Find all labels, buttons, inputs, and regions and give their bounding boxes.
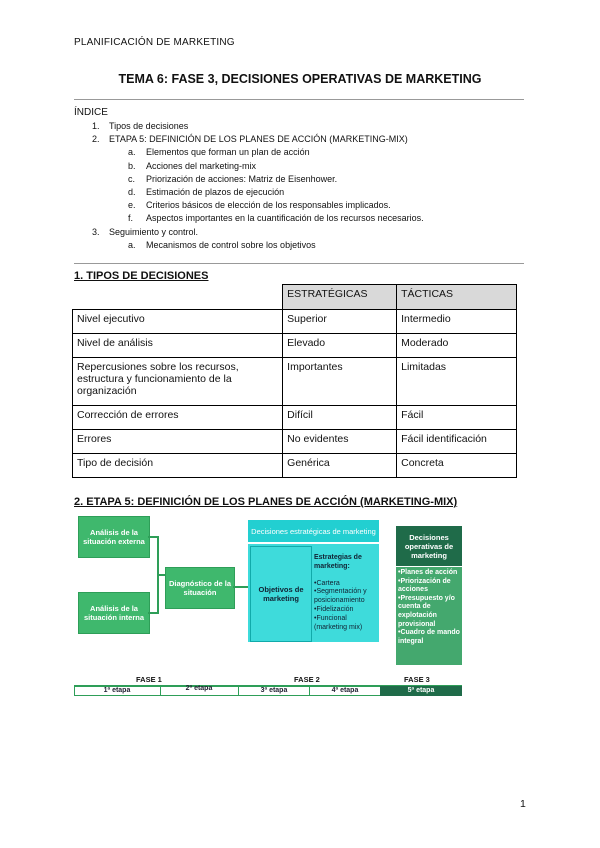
section-2-title: 2. ETAPA 5: DEFINICIÓN DE LOS PLANES DE ACCIÓN (MARKETING-MIX) bbox=[74, 496, 458, 508]
divider bbox=[74, 263, 524, 264]
table-cell: Tipo de decisión bbox=[73, 454, 283, 478]
table-cell: Nivel de análisis bbox=[73, 334, 283, 358]
table-cell: Errores bbox=[73, 430, 283, 454]
stage-3: 3ª etapa bbox=[260, 687, 288, 694]
table-row bbox=[73, 454, 517, 478]
planning-diagram bbox=[74, 514, 466, 728]
strategy-item: •Segmentación y posicionamiento bbox=[314, 588, 367, 605]
toc-subitem: a. Mecanismos de control sobre los objetivos bbox=[128, 239, 316, 250]
operative-item: •Cuadro de mando integral bbox=[398, 629, 460, 645]
table-header-tacticas: TÁCTICAS bbox=[397, 285, 517, 310]
table-cell: Elevado bbox=[283, 334, 397, 358]
strategy-item: •Fidelización bbox=[314, 605, 354, 613]
stage-2: 2ª etapa bbox=[185, 685, 213, 692]
strategies-title: Estrategias de marketing: bbox=[314, 554, 362, 570]
page-title: TEMA 6: FASE 3, DECISIONES OPERATIVAS DE MARKETING bbox=[118, 72, 482, 86]
table-header-empty bbox=[73, 285, 283, 310]
table-row bbox=[73, 430, 517, 454]
table-cell: Concreta bbox=[397, 454, 517, 478]
table-header-row bbox=[73, 285, 517, 310]
table-row bbox=[73, 358, 517, 406]
table-cell: Limitadas bbox=[397, 358, 517, 406]
phase-1-label: FASE 1 bbox=[136, 675, 162, 684]
table-cell: Importantes bbox=[283, 358, 397, 406]
toc-subitem: b. Acciones del marketing-mix bbox=[128, 160, 257, 171]
operative-item: •Priorización de acciones bbox=[398, 577, 451, 594]
internal-analysis-box: Análisis de la situación interna bbox=[78, 592, 150, 634]
table-of-contents bbox=[74, 120, 424, 252]
table-cell: Fácil identificación bbox=[397, 430, 517, 454]
table-header-estrategicas: ESTRATÉGICAS bbox=[283, 285, 397, 310]
table-cell: Fácil bbox=[397, 406, 517, 430]
table-cell: Superior bbox=[283, 310, 397, 334]
table-cell: Repercusiones sobre los recursos, estructura y funcionamiento de la organización bbox=[73, 358, 283, 406]
strategy-item: •Funcional (marketing mix) bbox=[314, 614, 363, 631]
table-row bbox=[73, 406, 517, 430]
decisions-table bbox=[72, 284, 517, 478]
toc-subitem: e. Criterios básicos de elección de los responsables implicados. bbox=[128, 200, 391, 211]
toc-subitem: a. Elementos que forman un plan de acción bbox=[128, 147, 310, 158]
strategy-item: •Cartera bbox=[314, 579, 340, 587]
diagnosis-box: Diagnóstico de la situación bbox=[165, 567, 235, 609]
operative-list bbox=[396, 567, 462, 665]
operative-item: •Presupuesto y/o cuenta de explotación provisional bbox=[398, 594, 455, 628]
objectives-box: Objetivos de marketing bbox=[250, 546, 312, 642]
toc-item: 3. Seguimiento y control. bbox=[92, 226, 199, 237]
connector bbox=[157, 574, 165, 576]
page-header: PLANIFICACIÓN DE MARKETING bbox=[74, 37, 235, 48]
table-cell: Genérica bbox=[283, 454, 397, 478]
toc-subitem: d. Estimación de plazos de ejecución bbox=[128, 187, 285, 198]
toc-item: 1. Tipos de decisiones bbox=[92, 121, 189, 131]
operative-item: •Planes de acción bbox=[398, 569, 458, 576]
page-number: 1 bbox=[520, 798, 526, 810]
operative-decisions-title: Decisiones operativas de marketing bbox=[396, 526, 462, 566]
table-cell: Intermedio bbox=[397, 310, 517, 334]
external-analysis-box: Análisis de la situación externa bbox=[78, 516, 150, 558]
strategic-decisions-title: Decisiones estratégicas de marketing bbox=[248, 520, 379, 542]
toc-subitem: f. Aspectos importantes en la cuantificación de los recursos necesarios. bbox=[128, 213, 424, 224]
table-cell: Difícil bbox=[283, 406, 397, 430]
toc-item: 2. ETAPA 5: DEFINICIÓN DE LOS PLANES DE ACCIÓN (MARKETING-MIX) bbox=[92, 134, 408, 145]
stage-5: 5ª etapa bbox=[380, 686, 462, 696]
table-row bbox=[73, 334, 517, 358]
section-1-title: 1. TIPOS DE DECISIONES bbox=[74, 270, 209, 282]
stage-4: 4ª etapa bbox=[331, 687, 359, 694]
strategies-list bbox=[314, 554, 378, 632]
table-row bbox=[73, 310, 517, 334]
table-cell: Corrección de errores bbox=[73, 406, 283, 430]
phase-2-label: FASE 2 bbox=[294, 675, 320, 684]
connector bbox=[233, 586, 248, 588]
phase-3-label: FASE 3 bbox=[404, 675, 430, 684]
table-cell: Nivel ejecutivo bbox=[73, 310, 283, 334]
index-label: ÍNDICE bbox=[74, 107, 108, 118]
table-cell: No evidentes bbox=[283, 430, 397, 454]
table-cell: Moderado bbox=[397, 334, 517, 358]
stage-1: 1ª etapa bbox=[103, 687, 131, 694]
toc-subitem: c. Priorización de acciones: Matriz de Eisenhower. bbox=[128, 173, 338, 184]
divider bbox=[74, 99, 524, 100]
